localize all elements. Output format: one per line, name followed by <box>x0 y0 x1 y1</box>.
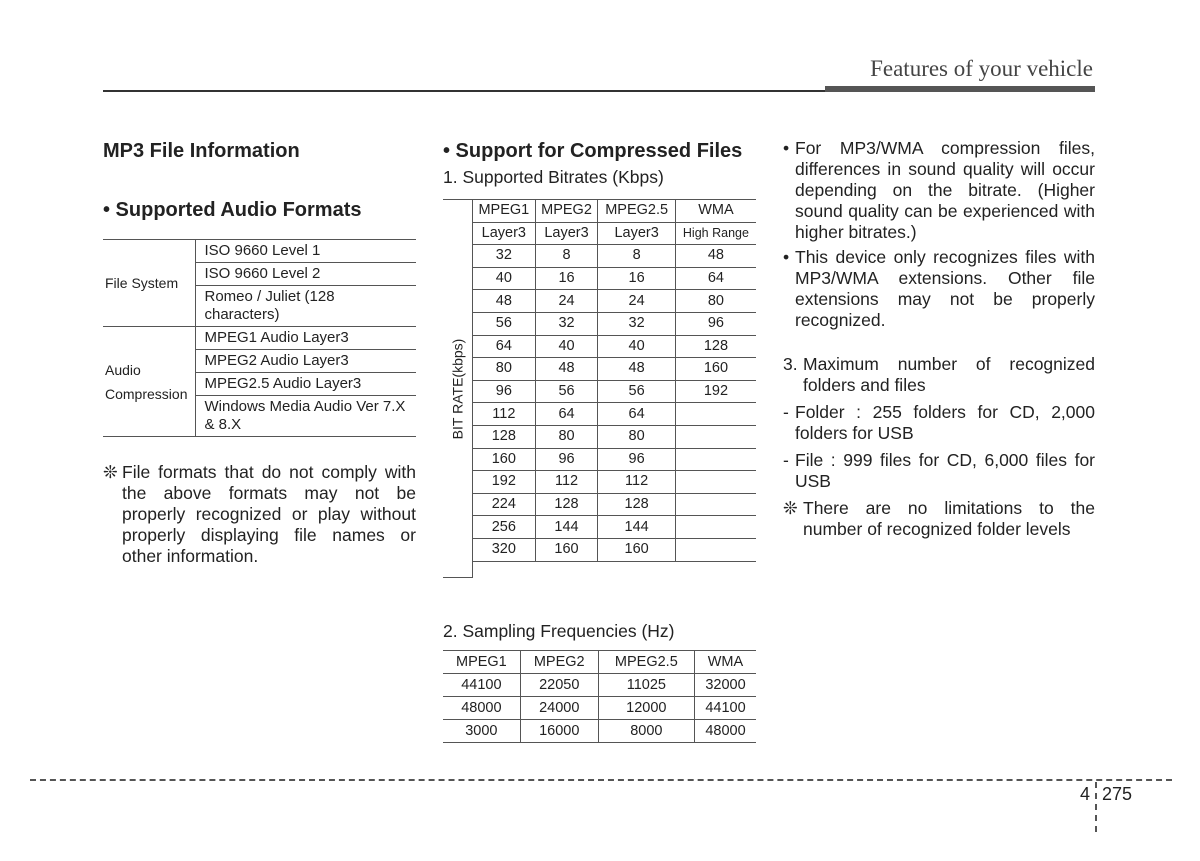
table-cell: 8 <box>598 245 675 268</box>
table-cell: 128 <box>675 335 756 358</box>
table-cell: MPEG1 <box>443 651 520 674</box>
table-row <box>473 358 756 381</box>
table-row <box>443 720 756 743</box>
table-cell: 80 <box>473 358 535 381</box>
header-rule-accent <box>825 86 1095 92</box>
table-row <box>473 516 756 539</box>
table-cell: 56 <box>473 312 535 335</box>
table-cell: 32 <box>473 245 535 268</box>
table-cell: 320 <box>473 538 535 561</box>
table-cell <box>675 493 756 516</box>
table-cell: Layer3 <box>598 222 675 245</box>
table-cell: 44100 <box>443 674 520 697</box>
table-cell: 96 <box>535 448 598 471</box>
table-header-row <box>443 651 756 674</box>
format-cell: Windows Media Audio Ver 7.X & 8.X <box>196 396 416 437</box>
bullet-item <box>783 247 1095 331</box>
table-cell <box>675 403 756 426</box>
table-cell: 56 <box>535 380 598 403</box>
bullet-mark: • <box>783 247 790 267</box>
bitrate-axis-label <box>443 199 473 578</box>
file-limit-text: File : 999 files for CD, 6,000 files for USB <box>795 450 1095 491</box>
file-system-label: File System <box>103 240 196 327</box>
table-row <box>443 674 756 697</box>
format-cell: ISO 9660 Level 2 <box>196 263 416 286</box>
table-cell: 32 <box>535 312 598 335</box>
table-cell: 160 <box>675 358 756 381</box>
table-cell: High Range <box>675 222 756 245</box>
table-cell: 3000 <box>443 720 520 743</box>
table-cell: 16000 <box>520 720 598 743</box>
table-cell <box>675 448 756 471</box>
table-cell: 48 <box>473 290 535 313</box>
table-cell: MPEG2.5 <box>598 200 675 223</box>
table-row <box>473 267 756 290</box>
table-cell: 24 <box>598 290 675 313</box>
table-subheader-row <box>473 222 756 245</box>
column-3 <box>783 138 1095 540</box>
table-cell: 80 <box>675 290 756 313</box>
table-cell: 64 <box>473 335 535 358</box>
table-cell: 32 <box>598 312 675 335</box>
dash-mark: - <box>783 450 789 470</box>
table-row <box>473 493 756 516</box>
format-cell: MPEG2 Audio Layer3 <box>196 350 416 373</box>
table-row <box>473 538 756 561</box>
table-cell: WMA <box>694 651 756 674</box>
table-cell <box>675 471 756 494</box>
bitrate-table-wrap <box>443 199 756 579</box>
table-cell: 112 <box>473 403 535 426</box>
format-cell: ISO 9660 Level 1 <box>196 240 416 263</box>
chapter-number: 4 <box>1080 784 1091 804</box>
footer-rule <box>30 779 1172 781</box>
axis-label-text: BIT RATE(kbps) <box>449 338 465 439</box>
table-row <box>473 245 756 268</box>
note-mark-icon: ❊ <box>103 462 118 482</box>
table-cell: 56 <box>598 380 675 403</box>
table-row <box>443 697 756 720</box>
table-cell: 128 <box>598 493 675 516</box>
page-separator <box>1095 782 1097 832</box>
format-cell: MPEG2.5 Audio Layer3 <box>196 373 416 396</box>
table-cell: 96 <box>473 380 535 403</box>
table-cell: 22050 <box>520 674 598 697</box>
table-cell: 192 <box>473 471 535 494</box>
max-number-text: Maximum number of recognized folders and files <box>803 354 1095 395</box>
folder-limit-item <box>783 402 1095 444</box>
table-cell: 32000 <box>694 674 756 697</box>
column-2 <box>443 138 756 743</box>
sampling-title: 2. Sampling Frequencies (Hz) <box>443 621 675 641</box>
note-text: File formats that do not comply with the above formats may not be properly recognized or play without properly displaying file names or other information. <box>122 462 416 566</box>
table-cell: 16 <box>598 267 675 290</box>
table-row <box>473 425 756 448</box>
table-cell: 160 <box>535 538 598 561</box>
table-cell: 80 <box>598 425 675 448</box>
table-cell <box>675 538 756 561</box>
page-header-title: Features of your vehicle <box>870 56 1093 81</box>
table-cell: 40 <box>473 267 535 290</box>
table-cell: 64 <box>675 267 756 290</box>
table-cell: 24 <box>535 290 598 313</box>
table-cell: 144 <box>535 516 598 539</box>
section-title: MP3 File Information <box>103 140 300 162</box>
max-number-item <box>783 354 1095 396</box>
table-cell: 128 <box>535 493 598 516</box>
table-row <box>473 380 756 403</box>
format-cell: Romeo / Juliet (128 characters) <box>196 286 416 327</box>
table-row <box>473 290 756 313</box>
table-cell: 64 <box>598 403 675 426</box>
note-mark-icon: ❊ <box>783 498 798 518</box>
table-cell: 160 <box>473 448 535 471</box>
format-cell: MPEG1 Audio Layer3 <box>196 327 416 350</box>
bitrate-table <box>473 199 756 562</box>
table-cell: 48000 <box>443 697 520 720</box>
group-label-line: Audio <box>105 361 141 378</box>
table-cell: 112 <box>598 471 675 494</box>
table-cell: 40 <box>598 335 675 358</box>
table-cell: 64 <box>535 403 598 426</box>
table-cell: 160 <box>598 538 675 561</box>
table-row <box>473 471 756 494</box>
table-cell: 8000 <box>598 720 694 743</box>
table-cell: 11025 <box>598 674 694 697</box>
table-cell: 128 <box>473 425 535 448</box>
table-cell: 12000 <box>598 697 694 720</box>
table-cell: 144 <box>598 516 675 539</box>
audio-formats-table <box>103 239 416 437</box>
bullet-text: For MP3/WMA compression files, differences in sound quality will occur depending on the bitrate. (Higher sound quality can be experienced with higher bitrates.) <box>795 138 1095 242</box>
table-cell <box>675 516 756 539</box>
sampling-table <box>443 650 756 743</box>
table-cell: MPEG2 <box>535 200 598 223</box>
file-limit-item <box>783 450 1095 492</box>
table-cell: 16 <box>535 267 598 290</box>
table-cell: 48 <box>598 358 675 381</box>
header-rule <box>103 90 825 92</box>
table-header-row <box>473 200 756 223</box>
column-1 <box>103 138 416 567</box>
table-cell: 44100 <box>694 697 756 720</box>
table-cell: MPEG1 <box>473 200 535 223</box>
folder-limit-text: Folder : 255 folders for CD, 2,000 folders for USB <box>795 402 1095 443</box>
note-text: There are no limitations to the number of recognized folder levels <box>803 498 1095 539</box>
table-cell: 224 <box>473 493 535 516</box>
dash-mark: - <box>783 402 789 422</box>
compressed-files-heading: • Support for Compressed Files <box>443 140 743 162</box>
format-note <box>103 462 416 567</box>
formats-heading: • Supported Audio Formats <box>103 199 362 221</box>
table-row <box>473 403 756 426</box>
bullet-item <box>783 138 1095 243</box>
table-cell: MPEG2.5 <box>598 651 694 674</box>
table-cell: Layer3 <box>473 222 535 245</box>
bullet-mark: • <box>783 138 790 158</box>
table-cell: MPEG2 <box>520 651 598 674</box>
group-label-line: Compression <box>105 385 188 402</box>
page-number: 275 <box>1102 784 1133 804</box>
table-cell <box>675 425 756 448</box>
audio-compression-label <box>103 327 196 437</box>
table-cell: 96 <box>598 448 675 471</box>
table-row <box>473 448 756 471</box>
table-cell: 24000 <box>520 697 598 720</box>
table-row <box>473 335 756 358</box>
table-cell: 48000 <box>694 720 756 743</box>
folder-levels-note <box>783 498 1095 540</box>
table-cell: 80 <box>535 425 598 448</box>
table-cell: 192 <box>675 380 756 403</box>
table-cell: 48 <box>675 245 756 268</box>
table-cell: 96 <box>675 312 756 335</box>
table-cell: 48 <box>535 358 598 381</box>
table-cell: Layer3 <box>535 222 598 245</box>
table-cell: 256 <box>473 516 535 539</box>
table-cell: 8 <box>535 245 598 268</box>
table-cell: 40 <box>535 335 598 358</box>
table-row <box>473 312 756 335</box>
table-cell: 112 <box>535 471 598 494</box>
table-cell: WMA <box>675 200 756 223</box>
list-number: 3. <box>783 354 798 374</box>
bitrates-title: 1. Supported Bitrates (Kbps) <box>443 167 664 187</box>
bullet-text: This device only recognizes files with MP3/WMA extensions. Other file extensions may not be properly recognized. <box>795 247 1095 330</box>
